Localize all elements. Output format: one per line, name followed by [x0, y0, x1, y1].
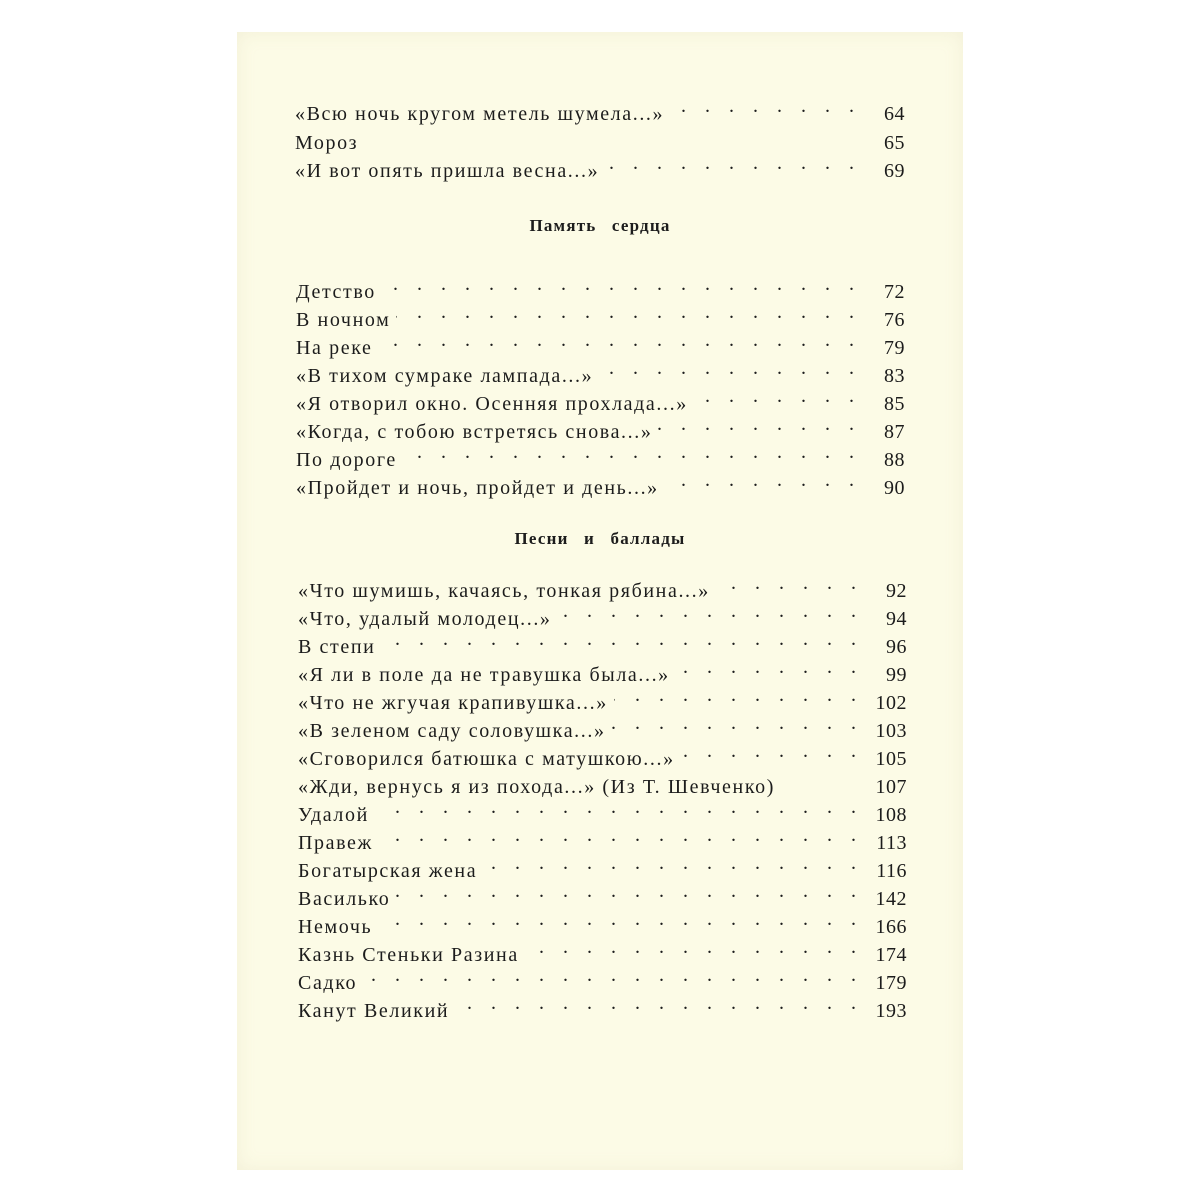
- toc-entry-title: «Пройдет и ночь, пройдет и день...»: [296, 477, 659, 499]
- toc-entry: [298, 765, 907, 798]
- toc-entry-title: Казнь Стеньки Разина: [298, 944, 519, 966]
- toc-entry-title: Канут Великий: [298, 1000, 450, 1022]
- toc-entry-page-number: 92: [886, 580, 907, 602]
- toc-entry-title: «Сговорился батюшка с матушкою...»: [298, 748, 675, 770]
- toc-entry: [296, 438, 905, 471]
- toc-entry-title: «В тихом сумраке лампада...»: [296, 365, 594, 387]
- toc-entry: [298, 849, 907, 882]
- toc-leader-dots: [676, 653, 863, 681]
- toc-leader-dots: [605, 149, 861, 177]
- toc-entry-title: «Когда, с тобою встретясь снова...»: [296, 421, 653, 443]
- toc-leader-dots: [379, 326, 862, 354]
- toc-entry: [295, 121, 905, 154]
- toc-entry-page-number: 88: [884, 449, 905, 471]
- toc-entry: [298, 793, 907, 826]
- toc-entry-page-number: 85: [884, 393, 905, 415]
- toc-entry-title: В ночном: [296, 309, 391, 331]
- toc-leader-dots: [483, 849, 863, 877]
- toc-entry: [298, 681, 907, 714]
- toc-leader-dots: [403, 438, 861, 466]
- toc-entry-page-number: 96: [886, 636, 907, 658]
- toc-entry-page-number: 72: [884, 281, 905, 303]
- toc-entry: [298, 905, 907, 938]
- toc-entry-page-number: 87: [884, 421, 905, 443]
- toc-entry-title: Удалой: [298, 804, 369, 826]
- toc-entry-title: На реке: [296, 337, 373, 359]
- toc-entry-page-number: 116: [876, 860, 907, 882]
- toc-entry-title: «Что, удалый молодец...»: [298, 608, 552, 630]
- toc-entry-page-number: 107: [875, 776, 907, 798]
- toc-leader-dots: [558, 597, 863, 625]
- toc-entry: [298, 989, 907, 1022]
- toc-entry-title: «И вот опять пришла весна...»: [295, 160, 600, 182]
- toc-leader-dots: [670, 92, 861, 120]
- toc-entry: [298, 597, 907, 630]
- toc-entry-page-number: 83: [884, 365, 905, 387]
- toc-leader-dots: [658, 410, 861, 438]
- toc-leader-dots: [375, 793, 863, 821]
- toc-entry-page-number: 113: [876, 832, 907, 854]
- toc-entry: [298, 709, 907, 742]
- toc-entry: [298, 933, 907, 966]
- toc-entry-title: «Я отворил окно. Осенняя прохлада...»: [296, 393, 688, 415]
- toc-leader-dots: [378, 905, 863, 933]
- toc-entry-title: Василько: [298, 888, 391, 910]
- toc-entry-page-number: 166: [875, 916, 907, 938]
- toc-entry-title: Немочь: [298, 916, 373, 938]
- toc-entry-title: По дороге: [296, 449, 397, 471]
- toc-entry: [298, 625, 907, 658]
- toc-entry-page-number: 174: [875, 944, 907, 966]
- toc-entry-page-number: 90: [884, 477, 905, 499]
- toc-entry: [298, 737, 907, 770]
- toc-entry: [296, 298, 905, 331]
- toc-entry: [298, 961, 907, 994]
- toc-entry-title: Правеж: [298, 832, 373, 854]
- toc-leader-dots: [614, 681, 863, 709]
- toc-entry: [296, 326, 905, 359]
- toc-leader-dots: [694, 382, 861, 410]
- toc-entry: [295, 92, 905, 125]
- toc-leader-dots: [396, 877, 863, 905]
- toc-entry-title: Богатырская жена: [298, 860, 478, 882]
- toc-entry-page-number: 179: [875, 972, 907, 994]
- toc-entry: [296, 270, 905, 303]
- toc-entry: [296, 410, 905, 443]
- toc-entry-page-number: 193: [875, 1000, 907, 1022]
- toc-entry-title: «В зеленом саду соловушка...»: [298, 720, 606, 742]
- toc-entry: [298, 821, 907, 854]
- toc-entry-title: «Что не жгучая крапивушка...»: [298, 692, 608, 714]
- toc-leader-dots: [363, 961, 863, 989]
- toc-entry-page-number: 69: [884, 160, 905, 182]
- toc-leader-dots: [455, 989, 863, 1017]
- toc-entry-page-number: 79: [884, 337, 905, 359]
- toc-leader-dots: [612, 709, 863, 737]
- toc-entry: [296, 466, 905, 499]
- toc-entry-title: «Я ли в поле да не травушка была...»: [298, 664, 670, 686]
- toc-entry: [298, 569, 907, 602]
- toc-entry-title: «Что шумишь, качаясь, тонкая рябина...»: [298, 580, 710, 602]
- toc-entry-page-number: 99: [886, 664, 907, 686]
- section-heading-pesni-i-ballady: Песни и баллады: [514, 529, 686, 548]
- toc-entry-page-number: 103: [875, 720, 907, 742]
- toc-entry-page-number: 76: [884, 309, 905, 331]
- toc-entry-title: «Всю ночь кругом метель шумела...»: [295, 103, 665, 125]
- toc-entry-page-number: 142: [875, 888, 907, 910]
- toc-entry-page-number: 94: [886, 608, 907, 630]
- toc-entry-page-number: 108: [875, 804, 907, 826]
- toc-entry-title: Садко: [298, 972, 358, 994]
- toc-entry-page-number: 105: [875, 748, 907, 770]
- toc-leader-dots: [599, 354, 861, 382]
- toc-entry: [295, 149, 905, 182]
- toc-entry: [298, 653, 907, 686]
- toc-entry-title: Детство: [296, 281, 376, 303]
- toc-entry-page-number: 65: [884, 131, 905, 154]
- toc-leader-dots: [382, 270, 861, 298]
- toc-leader-dots: [716, 569, 863, 597]
- toc-entry-page-number: 102: [875, 692, 907, 714]
- toc-entry-title: В степи: [298, 636, 376, 658]
- toc-leader-dots: [396, 298, 861, 326]
- toc-leader-dots: [665, 466, 861, 494]
- toc-entry-title: «Жди, вернусь я из похода...» (Из Т. Шевченко): [298, 776, 775, 798]
- toc-entry: [296, 382, 905, 415]
- section-heading-pamyat-serdtsa: Память сердца: [529, 216, 671, 235]
- toc-leader-dots: [381, 625, 863, 653]
- toc-entry: [296, 354, 905, 387]
- toc-entry-page-number: 64: [884, 103, 905, 125]
- toc-entry: [298, 877, 907, 910]
- toc-entry-title: Мороз: [295, 131, 359, 154]
- toc-leader-dots: [525, 933, 863, 961]
- book-page: [237, 32, 963, 1170]
- toc-leader-dots: [379, 821, 863, 849]
- toc-leader-dots: [681, 737, 863, 765]
